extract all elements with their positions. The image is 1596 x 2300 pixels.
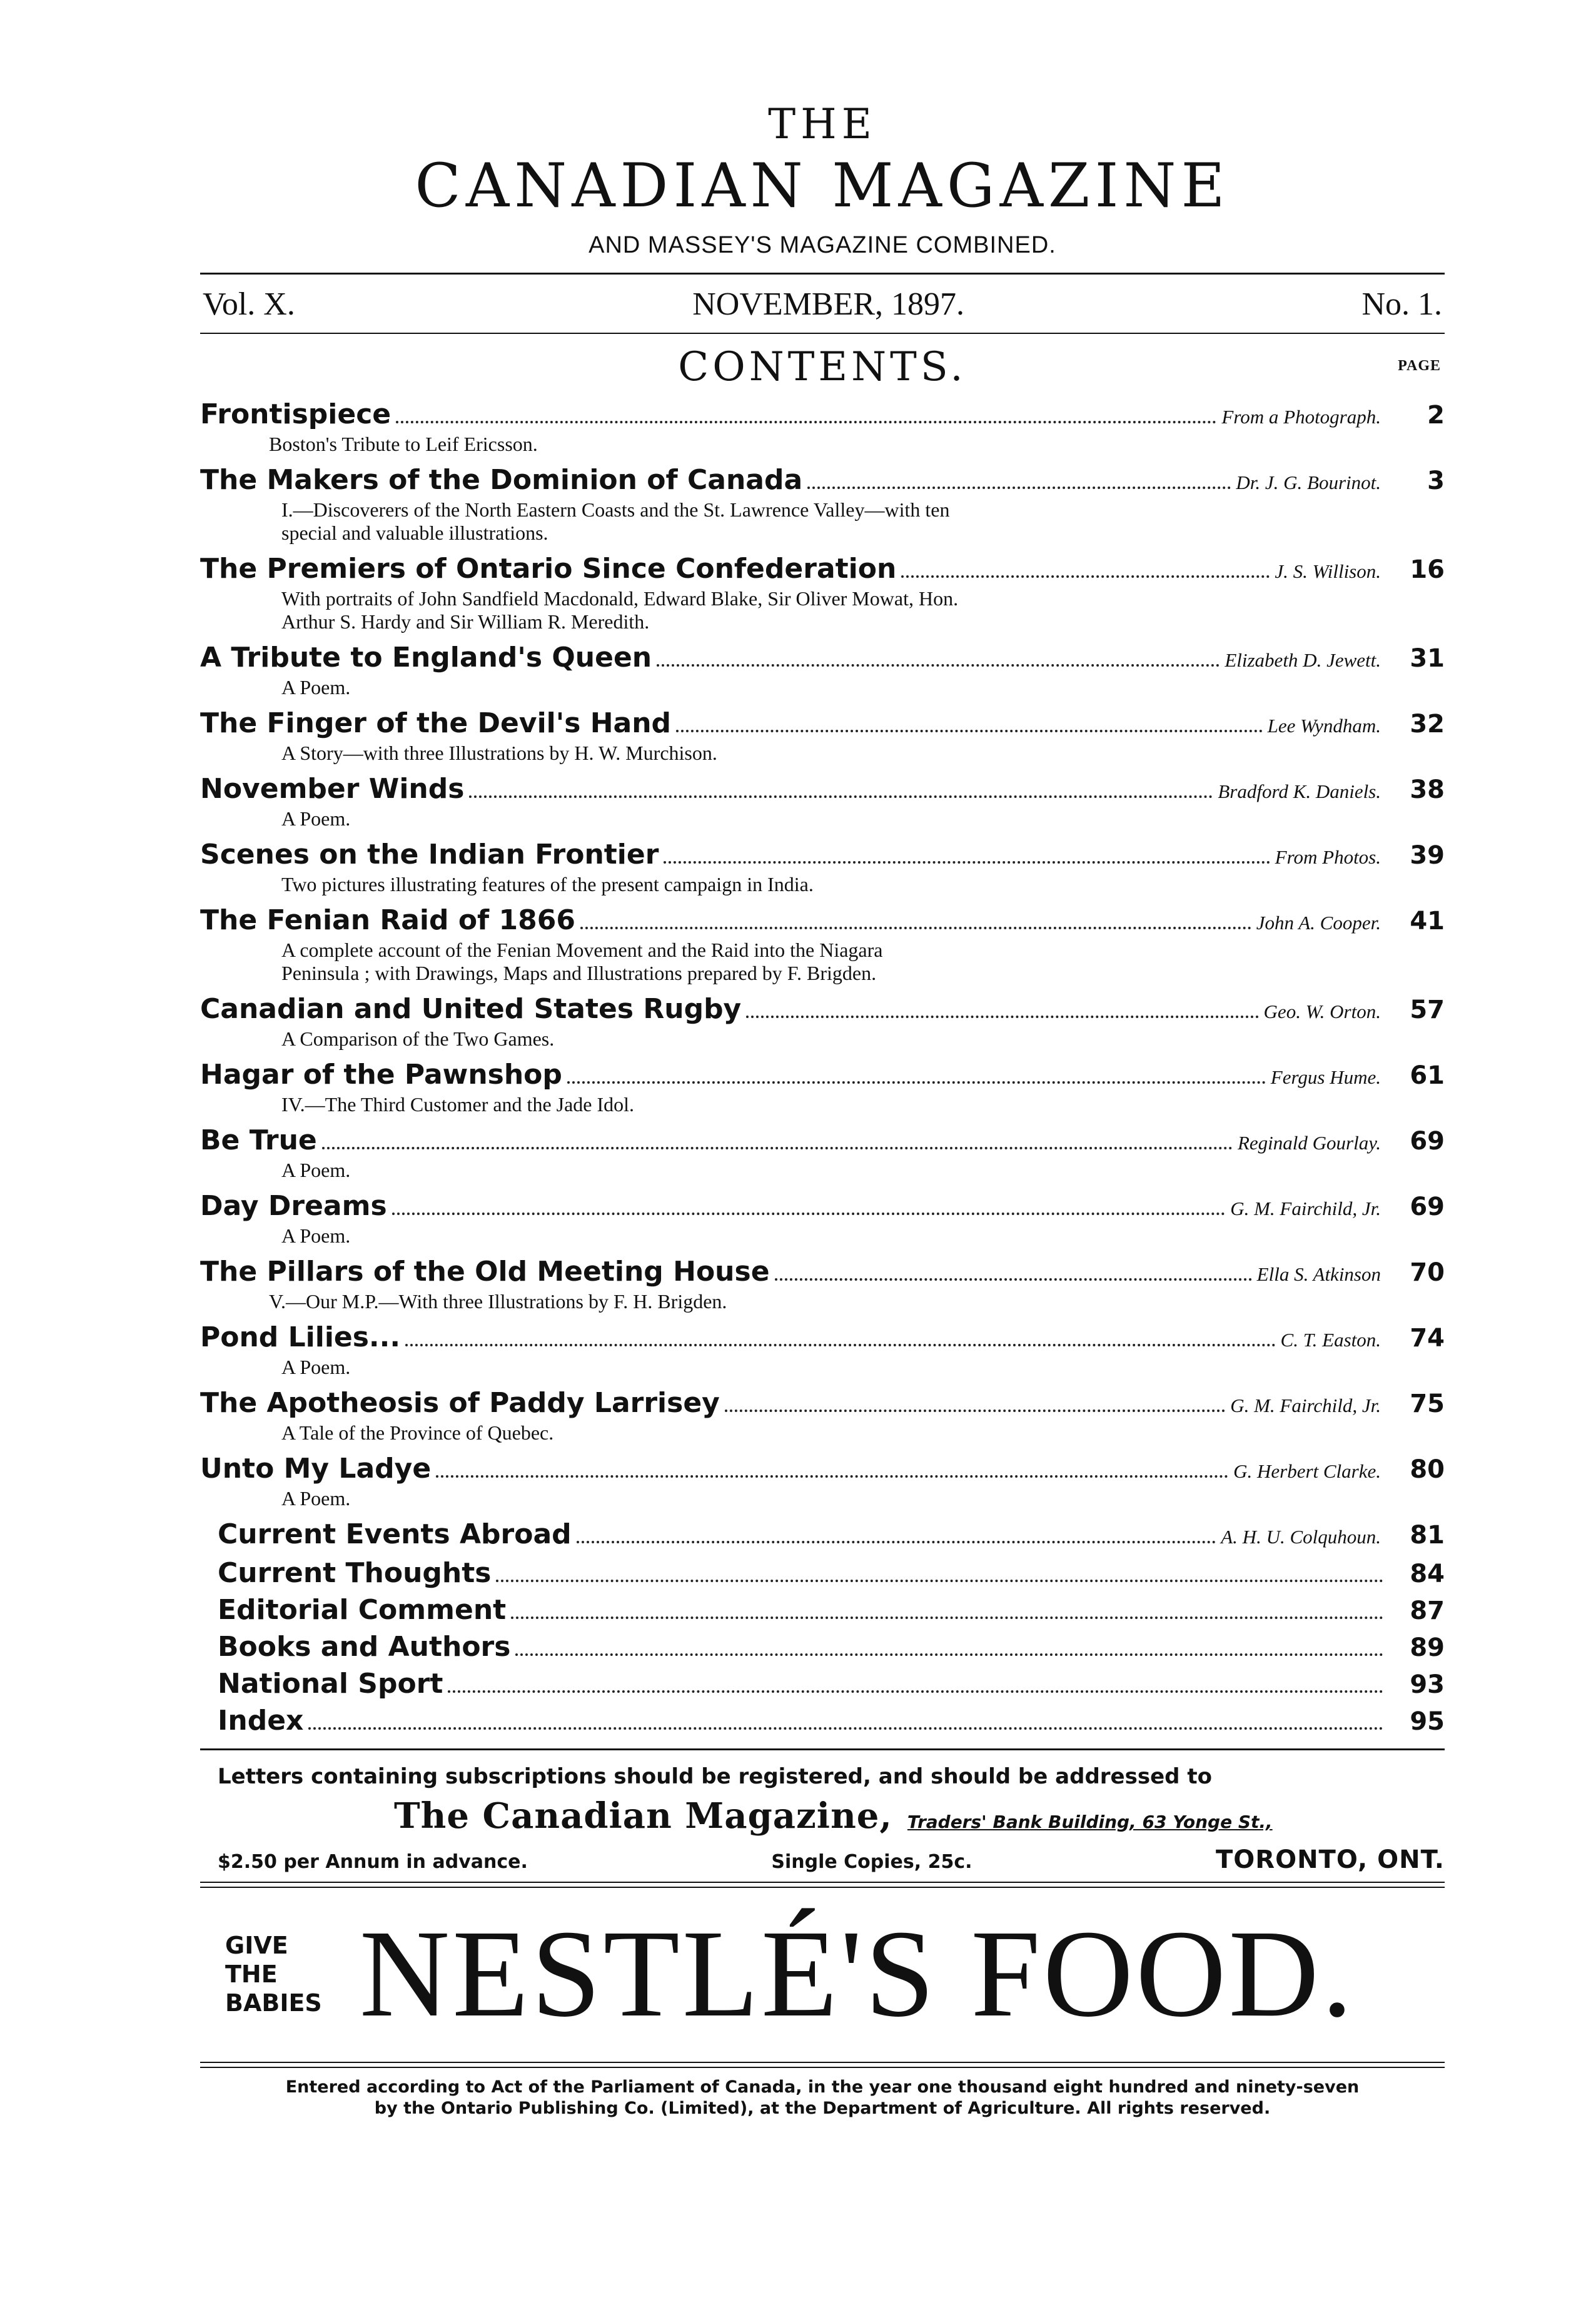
toc-entry xyxy=(200,1453,1445,1510)
advert-word: GIVE xyxy=(225,1932,288,1959)
toc-entry xyxy=(200,708,1445,765)
entry-title: Index xyxy=(218,1705,304,1737)
dot-leader xyxy=(511,1617,1383,1619)
entry-description: With portraits of John Sandfield Macdonald, Edward Blake, Sir Oliver Mowat, Hon. Arthur S. Hardy and Sir William R. Meredith. xyxy=(281,587,959,633)
entry-author: C. T. Easton. xyxy=(1280,1329,1381,1351)
volume-label: Vol. X. xyxy=(203,286,295,322)
dot-leader xyxy=(405,1344,1275,1346)
divider xyxy=(200,2062,1445,2063)
dot-leader xyxy=(448,1690,1383,1693)
entry-page: 2 xyxy=(1427,401,1445,430)
copyright-line: Entered according to Act of the Parliament of Canada, in the year one thousand eight hundred and ninety-seven xyxy=(285,2077,1360,2097)
dot-leader xyxy=(392,1213,1226,1215)
entry-author: Geo. W. Orton. xyxy=(1263,1001,1381,1022)
dot-leader xyxy=(775,1278,1252,1281)
entry-page: 69 xyxy=(1410,1127,1445,1156)
entry-page: 16 xyxy=(1410,555,1445,584)
toc-entry xyxy=(200,839,1445,896)
publisher-name: The Canadian Magazine, xyxy=(394,1795,892,1837)
dot-leader xyxy=(496,1580,1383,1582)
entry-title: Editorial Comment xyxy=(218,1594,507,1626)
entry-description: A Story—with three Illustrations by H. W. Murchison. xyxy=(281,742,717,764)
toc-entry xyxy=(200,774,1445,830)
price-line xyxy=(200,1845,1445,1874)
single-copy-price: Single Copies, 25c. xyxy=(771,1851,972,1873)
entry-description: A complete account of the Fenian Movement and the Raid into the Niagara Peninsula ; with Drawings, Maps and Illustrations prepared by F. Brigden. xyxy=(281,939,883,984)
entry-page: 84 xyxy=(1410,1560,1445,1588)
entry-page: 74 xyxy=(1410,1324,1445,1353)
entry-description: V.—Our M.P.—With three Illustrations by F. H. Brigden. xyxy=(269,1290,727,1313)
entry-author: Elizabeth D. Jewett. xyxy=(1225,649,1381,671)
entry-author: From Photos. xyxy=(1275,846,1381,868)
publisher-line xyxy=(200,1795,1445,1837)
entry-author: Reginald Gourlay. xyxy=(1237,1132,1381,1154)
divider xyxy=(200,2067,1445,2068)
entry-page: 95 xyxy=(1410,1707,1445,1736)
dot-leader xyxy=(396,421,1216,423)
dot-leader xyxy=(580,927,1251,929)
entry-page: 31 xyxy=(1410,644,1445,673)
dot-leader xyxy=(567,1081,1266,1084)
copyright-notice xyxy=(200,2077,1445,2119)
toc-entry xyxy=(200,1125,1445,1182)
entry-page: 69 xyxy=(1410,1193,1445,1221)
entry-description: I.—Discoverers of the North Eastern Coasts and the St. Lawrence Valley—with ten special and valuable illustrations. xyxy=(281,498,950,544)
dot-leader xyxy=(577,1541,1216,1543)
page-column-label: PAGE xyxy=(1398,358,1441,374)
dot-leader xyxy=(807,487,1231,489)
entry-title: Current Events Abroad xyxy=(218,1518,572,1550)
subscription-notice: Letters containing subscriptions should be registered, and should be addressed to xyxy=(218,1764,1212,1789)
divider xyxy=(200,1887,1445,1888)
advert-word: THE xyxy=(225,1960,278,1988)
advert-tagline xyxy=(225,1931,322,2017)
department-entry xyxy=(200,1668,1445,1700)
issue-line xyxy=(200,286,1445,323)
dot-leader xyxy=(901,575,1270,578)
entry-page: 89 xyxy=(1410,1633,1445,1662)
entry-description: Boston's Tribute to Leif Ericsson. xyxy=(269,433,538,455)
entry-title: The Makers of the Dominion of Canada xyxy=(200,464,803,496)
divider xyxy=(200,273,1445,275)
masthead xyxy=(200,100,1445,259)
entry-author: G. M. Fairchild, Jr. xyxy=(1230,1395,1381,1416)
nestle-advertisement xyxy=(200,1905,1445,2043)
issue-number: No. 1. xyxy=(1361,286,1442,322)
entry-page: 41 xyxy=(1410,907,1445,936)
entry-description: A Poem. xyxy=(281,1356,351,1378)
entry-description: A Poem. xyxy=(281,807,351,830)
entry-description: A Comparison of the Two Games. xyxy=(281,1027,555,1050)
entry-title: The Finger of the Devil's Hand xyxy=(200,707,672,739)
entry-page: 93 xyxy=(1410,1670,1445,1699)
entry-page: 57 xyxy=(1410,996,1445,1024)
entry-author: Dr. J. G. Bourinot. xyxy=(1236,472,1381,493)
entry-author: G. Herbert Clarke. xyxy=(1233,1460,1381,1482)
toc-entry xyxy=(200,553,1445,633)
entry-author: G. M. Fairchild, Jr. xyxy=(1230,1198,1381,1219)
entry-page: 61 xyxy=(1410,1061,1445,1090)
dot-leader xyxy=(515,1653,1383,1656)
issue-date: NOVEMBER, 1897. xyxy=(692,286,965,322)
entry-title: National Sport xyxy=(218,1668,443,1700)
dot-leader xyxy=(469,795,1213,798)
magazine-page xyxy=(200,94,1445,2119)
dot-leader xyxy=(676,730,1263,732)
entry-page: 39 xyxy=(1410,841,1445,870)
publisher-address: Traders' Bank Building, 63 Yonge St., xyxy=(907,1812,1273,1832)
entry-title: Scenes on the Indian Frontier xyxy=(200,839,659,870)
entry-description: A Poem. xyxy=(281,1159,351,1181)
masthead-the: THE xyxy=(768,100,877,148)
divider xyxy=(200,333,1445,334)
entry-title: Books and Authors xyxy=(218,1631,511,1663)
dot-leader xyxy=(725,1410,1225,1412)
entry-title: A Tribute to England's Queen xyxy=(200,642,652,673)
entry-title: Unto My Ladye xyxy=(200,1453,432,1485)
entry-author: Bradford K. Daniels. xyxy=(1218,780,1381,802)
toc-entry xyxy=(200,399,1445,456)
advert-headline: NESTLÉ'S FOOD. xyxy=(359,1905,1355,2043)
masthead-subtitle: AND MASSEY'S MAGAZINE COMBINED. xyxy=(588,232,1056,258)
entry-title: Current Thoughts xyxy=(218,1557,492,1589)
toc-entry xyxy=(200,1191,1445,1248)
entry-author: Lee Wyndham. xyxy=(1267,715,1381,737)
entry-author: Ella S. Atkinson xyxy=(1256,1263,1381,1285)
toc-entry xyxy=(200,465,1445,545)
dot-leader xyxy=(308,1727,1383,1730)
entry-description: Two pictures illustrating features of the present campaign in India. xyxy=(281,873,814,895)
toc-entry xyxy=(200,905,1445,985)
entry-page: 87 xyxy=(1410,1596,1445,1625)
entry-title: Be True xyxy=(200,1124,317,1156)
entry-title: Pond Lilies... xyxy=(200,1321,401,1353)
dot-leader xyxy=(436,1475,1228,1478)
table-of-contents xyxy=(200,399,1445,1737)
entry-title: Hagar of the Pawnshop xyxy=(200,1059,562,1091)
annual-price: $2.50 per Annum in advance. xyxy=(218,1851,528,1873)
toc-entry xyxy=(200,1388,1445,1445)
entry-title: November Winds xyxy=(200,773,465,805)
entry-description: A Poem. xyxy=(281,1487,351,1510)
dot-leader xyxy=(664,861,1270,864)
contents-title: CONTENTS. xyxy=(678,344,967,390)
entry-description: A Poem. xyxy=(281,676,351,699)
entry-description: A Poem. xyxy=(281,1224,351,1247)
dot-leader xyxy=(657,664,1220,667)
divider xyxy=(200,1882,1445,1883)
entry-description: A Tale of the Province of Quebec. xyxy=(281,1421,554,1444)
dot-leader xyxy=(322,1147,1233,1149)
entry-author: From a Photograph. xyxy=(1221,406,1381,428)
entry-page: 70 xyxy=(1410,1258,1445,1287)
toc-entry xyxy=(200,1256,1445,1313)
entry-title: Canadian and United States Rugby xyxy=(200,993,742,1025)
department-entry xyxy=(200,1519,1445,1553)
entry-author: J. S. Willison. xyxy=(1275,560,1381,582)
entry-title: Day Dreams xyxy=(200,1190,387,1222)
entry-description: IV.—The Third Customer and the Jade Idol. xyxy=(281,1093,635,1116)
department-entry xyxy=(200,1558,1445,1590)
dot-leader xyxy=(746,1016,1258,1018)
entry-page: 3 xyxy=(1427,467,1445,495)
department-entry xyxy=(200,1632,1445,1663)
entry-title: The Apotheosis of Paddy Larrisey xyxy=(200,1387,720,1419)
entry-title: Frontispiece xyxy=(200,398,391,430)
department-entry xyxy=(200,1595,1445,1627)
entry-title: The Fenian Raid of 1866 xyxy=(200,904,575,936)
magazine-title: CANADIAN MAGAZINE xyxy=(415,151,1230,221)
toc-entry xyxy=(200,642,1445,699)
entry-page: 80 xyxy=(1410,1455,1445,1484)
entry-author: A. H. U. Colquhoun. xyxy=(1221,1526,1381,1548)
contents-heading xyxy=(200,344,1445,394)
toc-entry xyxy=(200,1322,1445,1379)
entry-page: 81 xyxy=(1410,1521,1445,1550)
department-entry xyxy=(200,1705,1445,1737)
entry-page: 75 xyxy=(1410,1390,1445,1418)
entry-title: The Pillars of the Old Meeting House xyxy=(200,1256,770,1288)
city-label: TORONTO, ONT. xyxy=(1215,1845,1445,1874)
toc-entry xyxy=(200,1059,1445,1116)
entry-author: Fergus Hume. xyxy=(1270,1066,1381,1088)
entry-author: John A. Cooper. xyxy=(1256,912,1381,934)
copyright-line: by the Ontario Publishing Co. (Limited), at the Department of Agriculture. All rights reserved. xyxy=(374,2099,1271,2118)
toc-entry xyxy=(200,994,1445,1051)
entry-page: 38 xyxy=(1410,775,1445,804)
divider xyxy=(200,1748,1445,1750)
advert-word: BABIES xyxy=(225,1989,322,2017)
entry-title: The Premiers of Ontario Since Confederation xyxy=(200,553,897,585)
entry-page: 32 xyxy=(1410,710,1445,739)
